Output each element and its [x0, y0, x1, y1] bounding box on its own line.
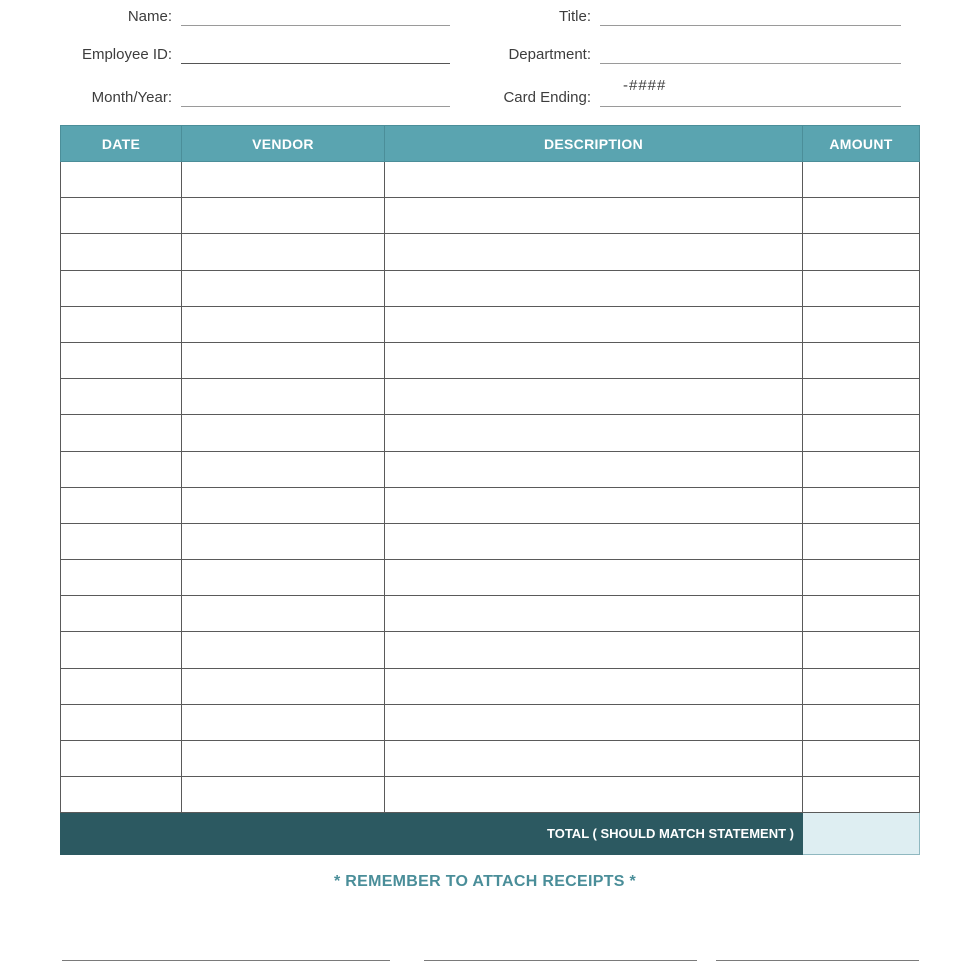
- vendor-cell[interactable]: [182, 270, 385, 306]
- attach-receipts-reminder: * REMEMBER TO ATTACH RECEIPTS *: [333, 873, 637, 890]
- date-cell[interactable]: [61, 741, 182, 777]
- description-cell[interactable]: [385, 270, 803, 306]
- description-cell[interactable]: [385, 523, 803, 559]
- amount-cell[interactable]: [803, 523, 920, 559]
- amount-cell[interactable]: [803, 632, 920, 668]
- amount-cell[interactable]: [803, 306, 920, 342]
- date-cell[interactable]: [61, 632, 182, 668]
- description-cell[interactable]: [385, 306, 803, 342]
- description-cell[interactable]: [385, 596, 803, 632]
- table-row: [61, 234, 920, 270]
- vendor-cell[interactable]: [182, 668, 385, 704]
- table-row: [61, 342, 920, 378]
- signature-line-1[interactable]: [62, 960, 390, 961]
- description-cell[interactable]: [385, 704, 803, 740]
- table-row: [61, 704, 920, 740]
- table-row: [61, 162, 920, 198]
- vendor-cell[interactable]: [182, 234, 385, 270]
- date-cell[interactable]: [61, 523, 182, 559]
- vendor-cell[interactable]: [182, 777, 385, 813]
- amount-cell[interactable]: [803, 741, 920, 777]
- table-row: [61, 560, 920, 596]
- table-row: [61, 632, 920, 668]
- signature-line-2[interactable]: [424, 960, 697, 961]
- title-field[interactable]: [600, 25, 901, 26]
- total-amount-cell[interactable]: [803, 813, 920, 855]
- description-cell[interactable]: [385, 451, 803, 487]
- vendor-cell[interactable]: [182, 415, 385, 451]
- vendor-cell[interactable]: [182, 487, 385, 523]
- date-cell[interactable]: [61, 596, 182, 632]
- table-row: [61, 596, 920, 632]
- date-cell[interactable]: [61, 162, 182, 198]
- amount-cell[interactable]: [803, 487, 920, 523]
- vendor-cell[interactable]: [182, 162, 385, 198]
- date-cell[interactable]: [61, 777, 182, 813]
- amount-cell[interactable]: [803, 379, 920, 415]
- date-cell[interactable]: [61, 306, 182, 342]
- month-year-field[interactable]: [181, 106, 450, 107]
- description-cell[interactable]: [385, 415, 803, 451]
- column-header-vendor: VENDOR: [182, 126, 385, 162]
- vendor-cell[interactable]: [182, 704, 385, 740]
- employee-id-field[interactable]: [181, 63, 450, 64]
- description-cell[interactable]: [385, 162, 803, 198]
- department-label: Department:: [508, 46, 591, 63]
- amount-cell[interactable]: [803, 415, 920, 451]
- description-cell[interactable]: [385, 342, 803, 378]
- amount-cell[interactable]: [803, 560, 920, 596]
- date-cell[interactable]: [61, 415, 182, 451]
- expense-table: [60, 125, 920, 855]
- vendor-cell[interactable]: [182, 523, 385, 559]
- date-cell[interactable]: [61, 487, 182, 523]
- date-cell[interactable]: [61, 451, 182, 487]
- table-row: [61, 523, 920, 559]
- column-header-date: DATE: [61, 126, 182, 162]
- amount-cell[interactable]: [803, 270, 920, 306]
- date-cell[interactable]: [61, 342, 182, 378]
- date-cell[interactable]: [61, 668, 182, 704]
- date-cell[interactable]: [61, 234, 182, 270]
- amount-cell[interactable]: [803, 162, 920, 198]
- vendor-cell[interactable]: [182, 379, 385, 415]
- department-field[interactable]: [600, 63, 901, 64]
- total-label: TOTAL ( SHOULD MATCH STATEMENT ): [61, 813, 803, 855]
- description-cell[interactable]: [385, 741, 803, 777]
- vendor-cell[interactable]: [182, 306, 385, 342]
- table-row: [61, 415, 920, 451]
- date-cell[interactable]: [61, 270, 182, 306]
- table-row: [61, 741, 920, 777]
- amount-cell[interactable]: [803, 234, 920, 270]
- amount-cell[interactable]: [803, 704, 920, 740]
- description-cell[interactable]: [385, 632, 803, 668]
- amount-cell[interactable]: [803, 668, 920, 704]
- table-row: [61, 487, 920, 523]
- card-ending-label: Card Ending:: [503, 89, 591, 106]
- employee-id-label: Employee ID:: [81, 46, 172, 63]
- date-cell[interactable]: [61, 704, 182, 740]
- vendor-cell[interactable]: [182, 596, 385, 632]
- description-cell[interactable]: [385, 487, 803, 523]
- table-body: [61, 162, 920, 813]
- month-year-label: Month/Year:: [91, 89, 172, 106]
- card-ending-value: -####: [623, 77, 667, 94]
- date-cell[interactable]: [61, 379, 182, 415]
- description-cell[interactable]: [385, 234, 803, 270]
- amount-cell[interactable]: [803, 596, 920, 632]
- vendor-cell[interactable]: [182, 632, 385, 668]
- description-cell[interactable]: [385, 560, 803, 596]
- table-row: [61, 451, 920, 487]
- table-row: [61, 198, 920, 234]
- description-cell[interactable]: [385, 777, 803, 813]
- amount-cell[interactable]: [803, 451, 920, 487]
- table-row: [61, 379, 920, 415]
- amount-cell[interactable]: [803, 198, 920, 234]
- table-row: [61, 306, 920, 342]
- description-cell[interactable]: [385, 198, 803, 234]
- card-ending-field[interactable]: [600, 106, 901, 107]
- table-header-row: [61, 126, 920, 162]
- name-label: Name:: [127, 8, 172, 25]
- column-header-amount: AMOUNT: [803, 126, 920, 162]
- amount-cell[interactable]: [803, 777, 920, 813]
- date-cell[interactable]: [61, 560, 182, 596]
- description-cell[interactable]: [385, 668, 803, 704]
- table-row: [61, 668, 920, 704]
- vendor-cell[interactable]: [182, 741, 385, 777]
- date-cell[interactable]: [61, 198, 182, 234]
- amount-cell[interactable]: [803, 342, 920, 378]
- vendor-cell[interactable]: [182, 198, 385, 234]
- title-label: Title:: [559, 8, 591, 25]
- name-field[interactable]: [181, 25, 450, 26]
- signature-line-3[interactable]: [716, 960, 919, 961]
- vendor-cell[interactable]: [182, 560, 385, 596]
- total-row: [61, 813, 920, 855]
- table-row: [61, 777, 920, 813]
- vendor-cell[interactable]: [182, 451, 385, 487]
- description-cell[interactable]: [385, 379, 803, 415]
- vendor-cell[interactable]: [182, 342, 385, 378]
- table-row: [61, 270, 920, 306]
- column-header-description: DESCRIPTION: [385, 126, 803, 162]
